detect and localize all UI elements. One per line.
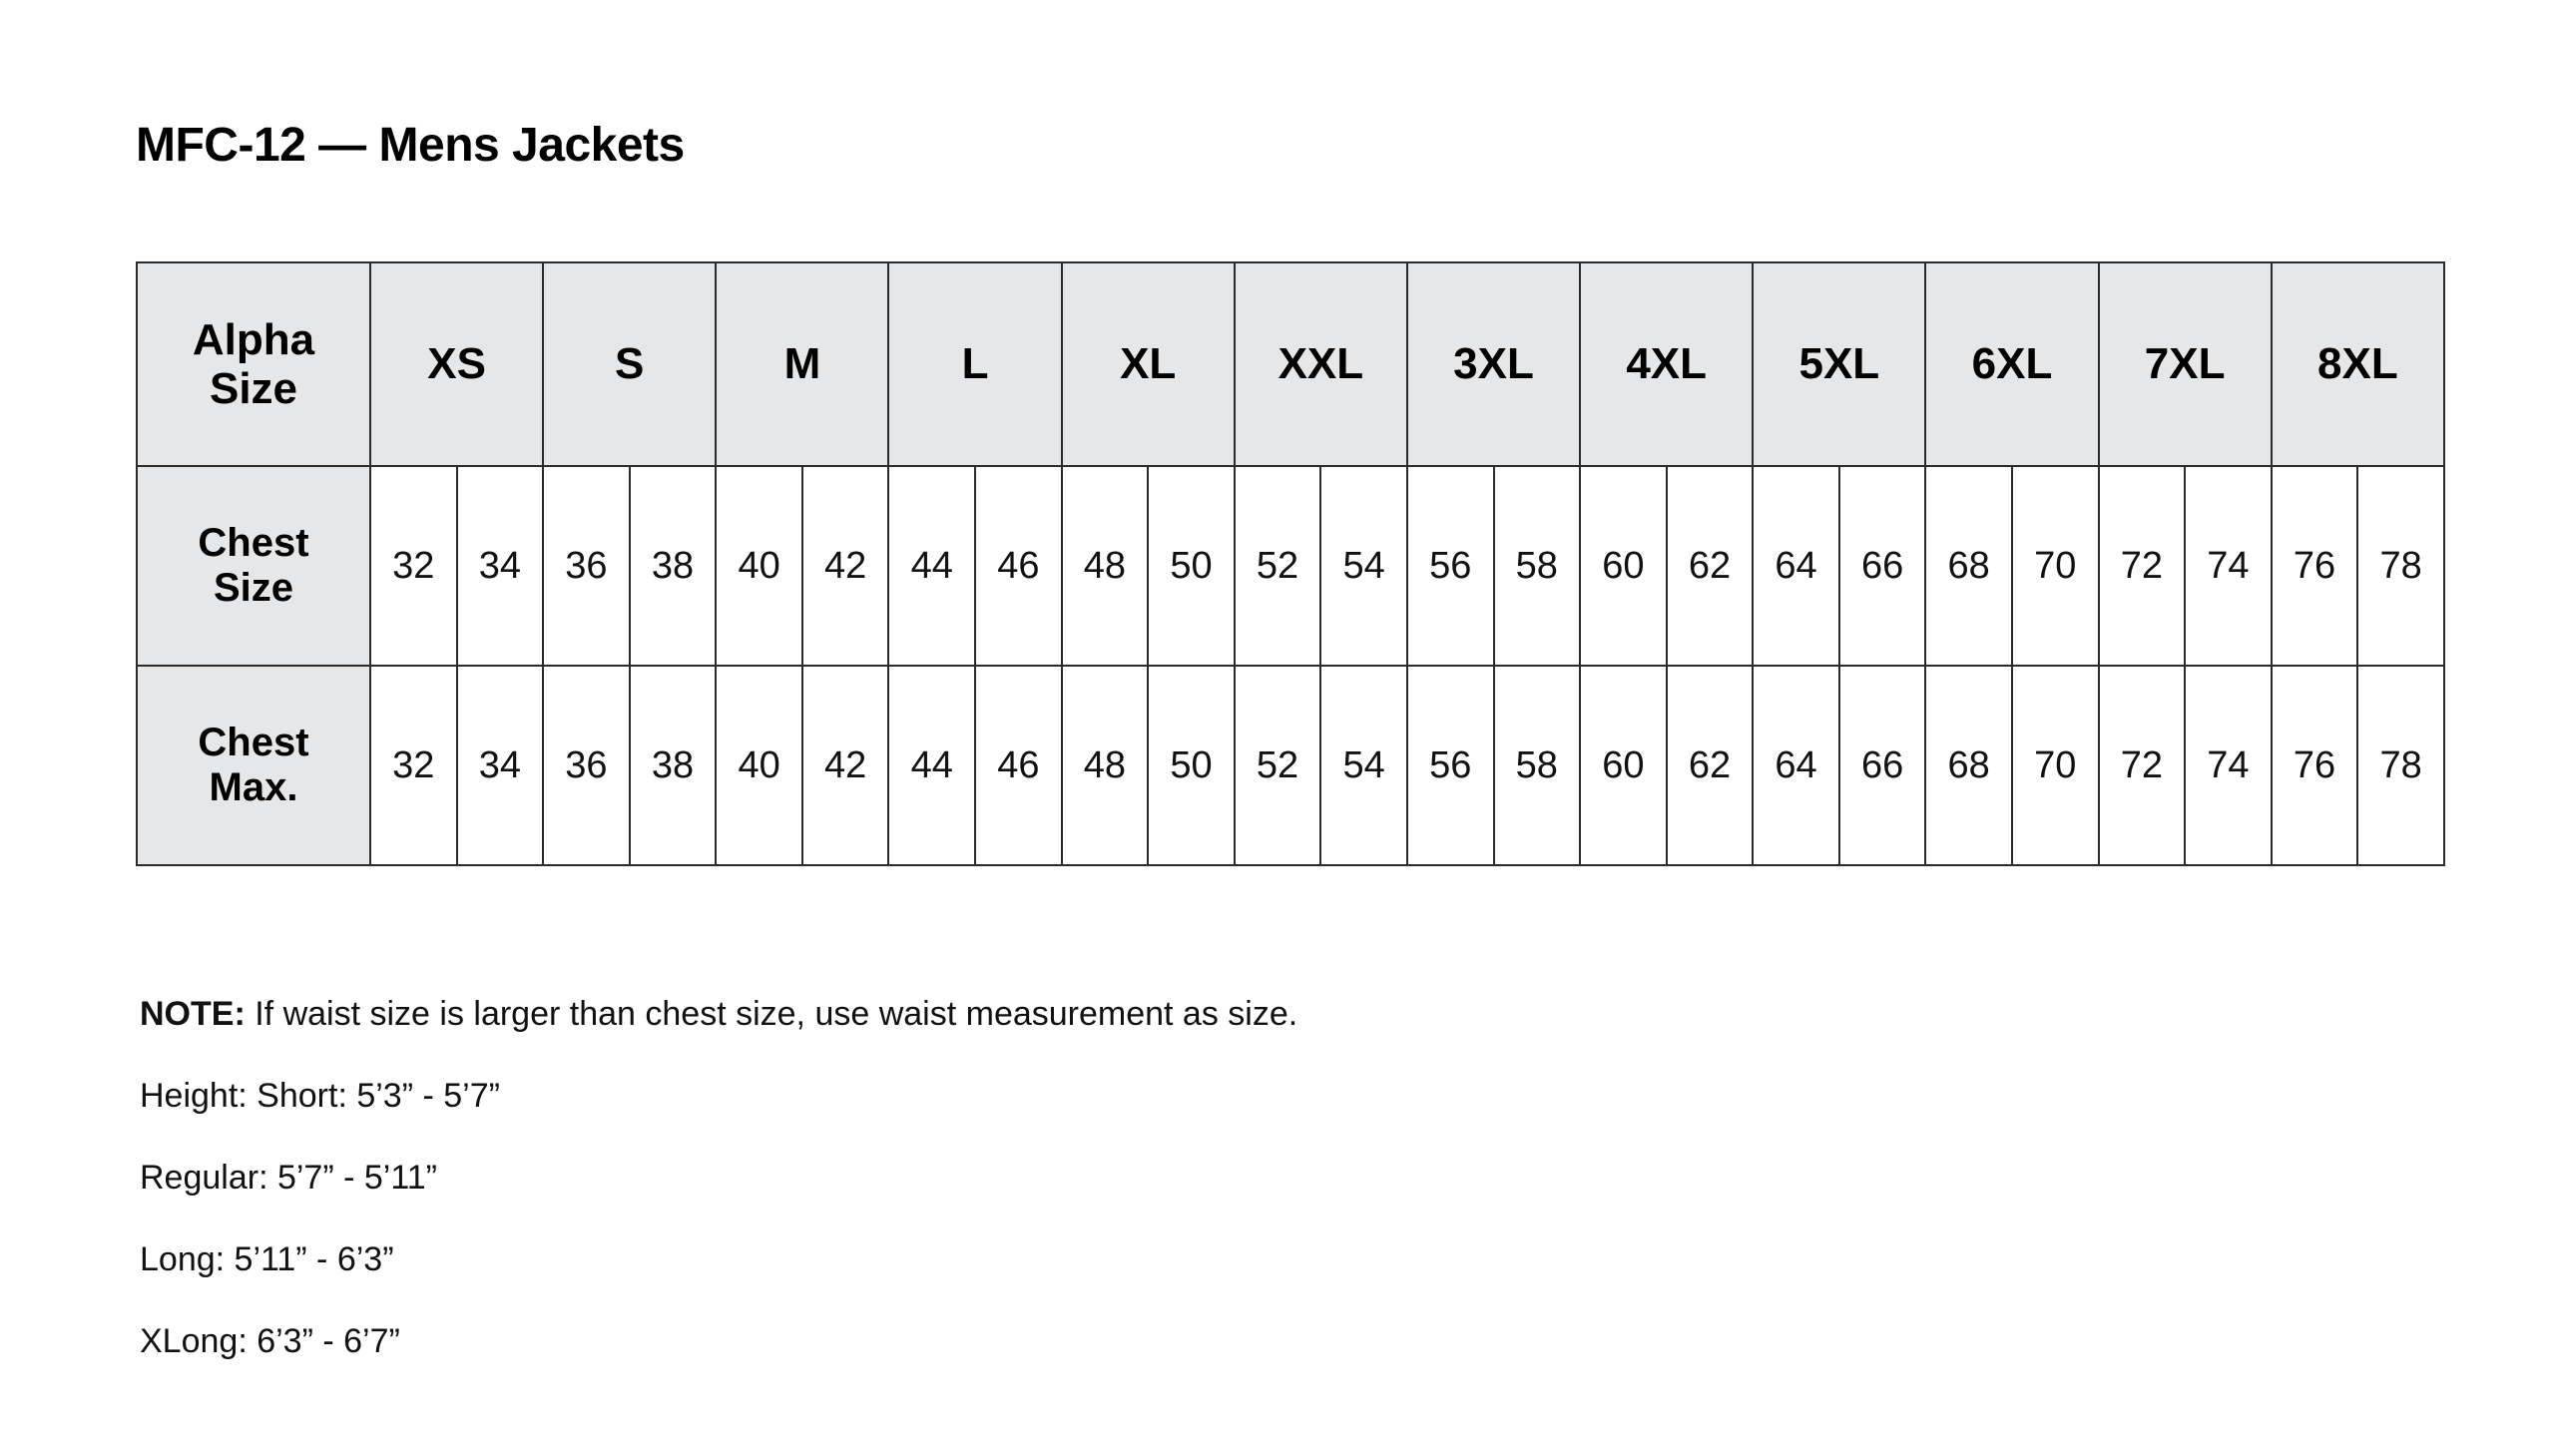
cell-chest-size-1: 34	[457, 466, 544, 666]
cell-chest-size-15: 62	[1667, 466, 1754, 666]
size-chart-table	[136, 261, 2445, 866]
table-row-chest-max	[137, 666, 2444, 865]
header-alpha-size-label	[137, 262, 370, 466]
cell-chest-max-2: 36	[543, 666, 630, 865]
cell-chest-max-9: 50	[1148, 666, 1235, 865]
row-label-chest-size	[137, 466, 370, 666]
cell-chest-max-1: 34	[457, 666, 544, 865]
cell-chest-size-8: 48	[1062, 466, 1149, 666]
table-row-chest-size	[137, 466, 2444, 666]
header-size-7xl: 7XL	[2099, 262, 2272, 466]
cell-chest-max-18: 68	[1925, 666, 2012, 865]
cell-chest-max-20: 72	[2099, 666, 2186, 865]
cell-chest-max-23: 78	[2357, 666, 2444, 865]
cell-chest-max-17: 66	[1839, 666, 1926, 865]
row-label-chest-max	[137, 666, 370, 865]
note-text: If waist size is larger than chest size, use waist measurement as size.	[245, 995, 1298, 1033]
cell-chest-max-3: 38	[630, 666, 717, 865]
header-size-m: M	[716, 262, 888, 466]
note-line-height-short: Height: Short: 5’3” - 5’7”	[140, 1077, 500, 1115]
cell-chest-max-14: 60	[1580, 666, 1667, 865]
cell-chest-size-11: 54	[1320, 466, 1407, 666]
cell-chest-max-0: 32	[370, 666, 457, 865]
cell-chest-size-20: 72	[2099, 466, 2186, 666]
table-header-row	[137, 262, 2444, 466]
cell-chest-max-13: 58	[1494, 666, 1581, 865]
cell-chest-size-22: 76	[2272, 466, 2358, 666]
cell-chest-size-18: 68	[1925, 466, 2012, 666]
cell-chest-size-3: 38	[630, 466, 717, 666]
cell-chest-max-16: 64	[1753, 666, 1839, 865]
cell-chest-size-2: 36	[543, 466, 630, 666]
header-size-5xl: 5XL	[1753, 262, 1925, 466]
chest-size-line2: Size	[213, 566, 294, 610]
cell-chest-size-13: 58	[1494, 466, 1581, 666]
header-size-xl: XL	[1062, 262, 1235, 466]
size-chart-container	[136, 261, 2445, 866]
alpha-size-line1: Alpha	[192, 314, 315, 364]
cell-chest-size-4: 40	[716, 466, 802, 666]
cell-chest-max-15: 62	[1667, 666, 1754, 865]
cell-chest-size-5: 42	[802, 466, 889, 666]
cell-chest-max-22: 76	[2272, 666, 2358, 865]
cell-chest-max-7: 46	[975, 666, 1062, 865]
header-size-xxl: XXL	[1235, 262, 1407, 466]
cell-chest-max-21: 74	[2185, 666, 2272, 865]
cell-chest-size-14: 60	[1580, 466, 1667, 666]
notes-block	[140, 973, 2335, 1382]
cell-chest-size-7: 46	[975, 466, 1062, 666]
cell-chest-max-6: 44	[888, 666, 975, 865]
header-size-6xl: 6XL	[1925, 262, 2098, 466]
cell-chest-size-23: 78	[2357, 466, 2444, 666]
cell-chest-size-17: 66	[1839, 466, 1926, 666]
cell-chest-max-10: 52	[1235, 666, 1321, 865]
cell-chest-max-12: 56	[1407, 666, 1494, 865]
note-line-height-regular: Regular: 5’7” - 5’11”	[140, 1159, 437, 1197]
cell-chest-size-6: 44	[888, 466, 975, 666]
cell-chest-size-21: 74	[2185, 466, 2272, 666]
page-title: MFC-12 — Mens Jackets	[136, 119, 685, 172]
header-size-l: L	[888, 262, 1061, 466]
cell-chest-max-8: 48	[1062, 666, 1149, 865]
header-size-4xl: 4XL	[1580, 262, 1753, 466]
cell-chest-max-11: 54	[1320, 666, 1407, 865]
chest-max-line1: Chest	[198, 721, 309, 765]
header-size-s: S	[543, 262, 716, 466]
header-size-xs: XS	[370, 262, 543, 466]
cell-chest-max-19: 70	[2012, 666, 2099, 865]
note-line-height-xlong: XLong: 6’3” - 6’7”	[140, 1322, 400, 1360]
alpha-size-line2: Size	[209, 364, 298, 413]
note-label: NOTE:	[140, 995, 246, 1033]
chest-max-line2: Max.	[209, 765, 298, 809]
cell-chest-size-0: 32	[370, 466, 457, 666]
cell-chest-size-16: 64	[1753, 466, 1839, 666]
header-size-3xl: 3XL	[1407, 262, 1580, 466]
cell-chest-size-12: 56	[1407, 466, 1494, 666]
chest-size-line1: Chest	[198, 521, 309, 566]
cell-chest-size-19: 70	[2012, 466, 2099, 666]
cell-chest-max-4: 40	[716, 666, 802, 865]
cell-chest-size-9: 50	[1148, 466, 1235, 666]
note-line-height-long: Long: 5’11” - 6’3”	[140, 1240, 394, 1278]
cell-chest-max-5: 42	[802, 666, 889, 865]
cell-chest-size-10: 52	[1235, 466, 1321, 666]
header-size-8xl: 8XL	[2272, 262, 2444, 466]
note-line-waist	[140, 973, 2335, 1055]
